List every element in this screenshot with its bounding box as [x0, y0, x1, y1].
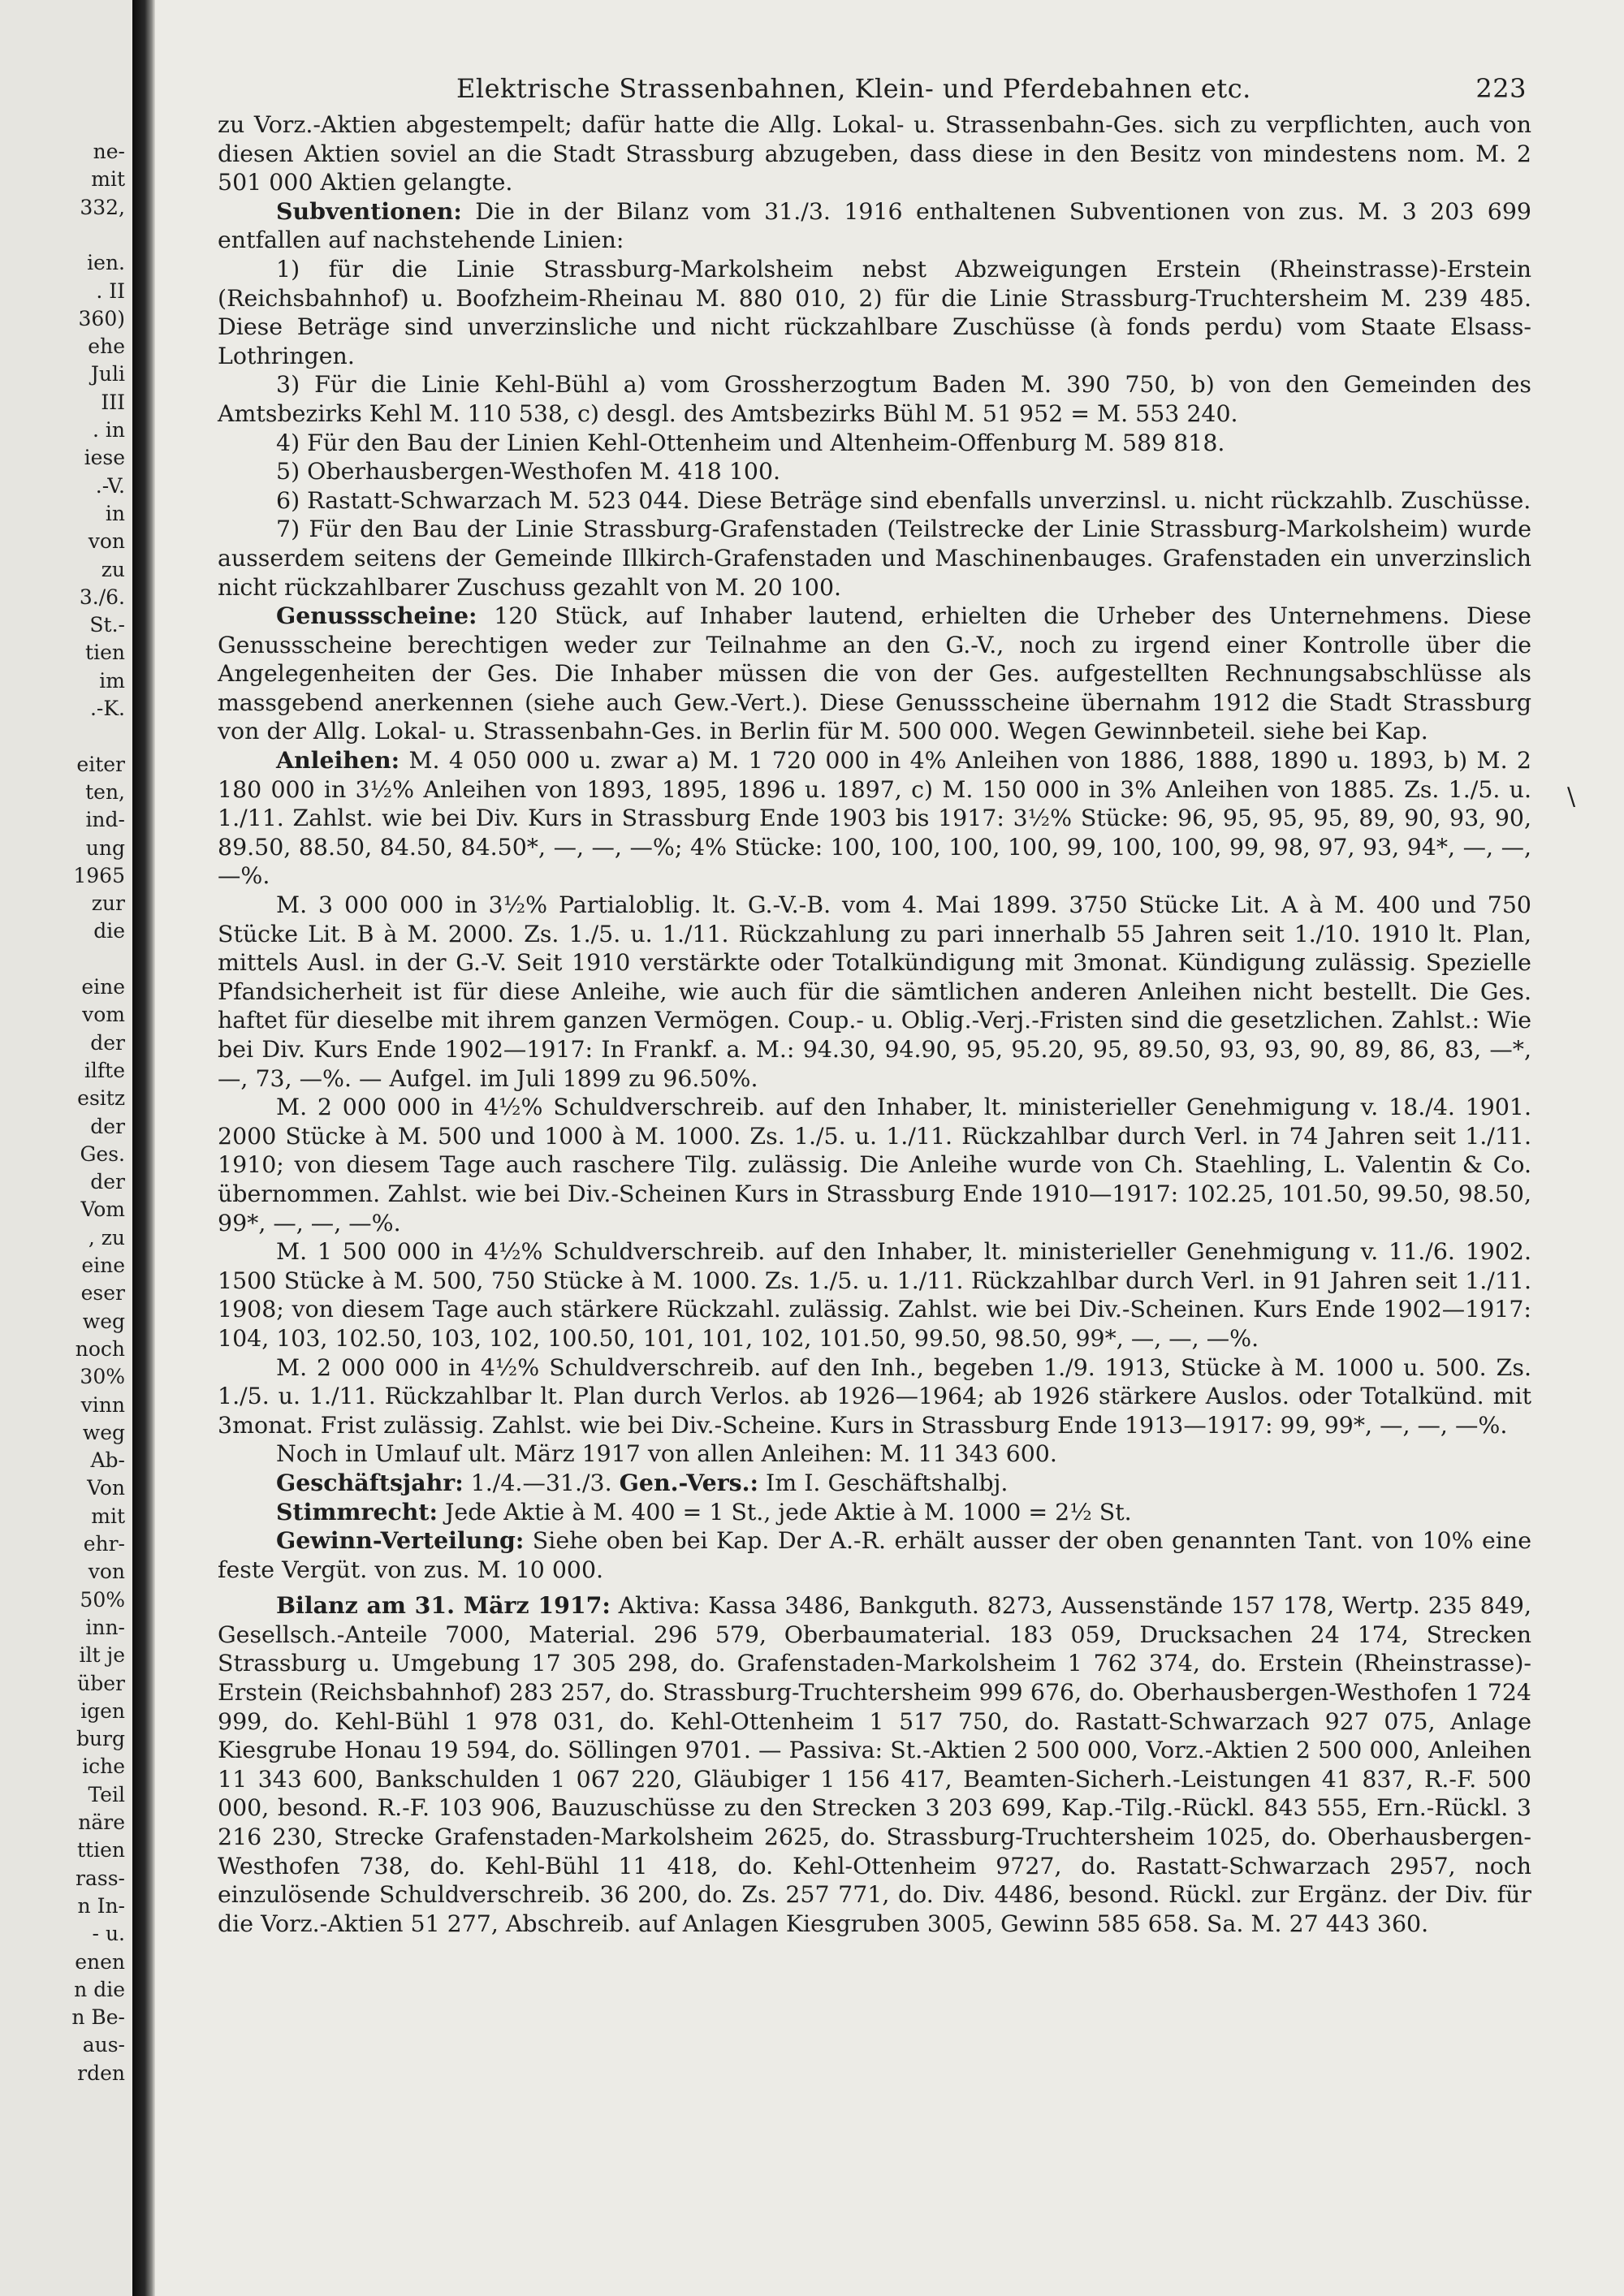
left-fragment-line: ttien: [77, 1838, 125, 1862]
left-fragment-line: über: [77, 1671, 125, 1695]
paragraph-subvention-7: 7) Für den Bau der Linie Strassburg-Grafenstaden (Teilstrecke der Linie Strassburg-Markolsheim) wurde ausserdem seitens der Gemeinde Illkirch-Grafenstaden und Maschinenbauges. Grafenstaden ein unverzinslich nicht rückzahlbarer Zuschuss gezahlt von M. 20 100.: [218, 516, 1531, 601]
left-fragment-line: Juli: [90, 362, 125, 386]
left-fragment-line: 332,: [80, 195, 125, 219]
stray-mark: \: [1567, 783, 1576, 811]
left-fragment-line: rden: [77, 2061, 125, 2085]
left-fragment-line: ien.: [87, 251, 125, 275]
left-fragment-line: Von: [87, 1476, 125, 1500]
running-title: Elektrische Strassenbahnen, Klein- und Pferdebahnen etc.: [456, 73, 1251, 104]
left-fragment-line: mit: [91, 167, 125, 192]
left-fragment-line: eser: [80, 1281, 125, 1306]
left-fragment-line: Vom: [80, 1198, 125, 1222]
paragraph-partialoblig: M. 3 000 000 in 3½% Partialoblig. lt. G.-V.-B. vom 4. Mai 1899. 3750 Stücke Lit. A à M. 400 und 750 Stücke Lit. B à M. 2000. Zs. 1./5. u. 1./11. Rückzahlung zu pari innerhalb 55 Jahren seit 1./10. 1910 lt. Plan, mittels Ausl. in der G.-V. Seit 1910 verstärkte oder Totalkündigung mit 3monat. Kündigung zulässig. Spezielle Pfandsicherheit ist für diese Anleihe, wie auch für die sämtlichen anderen Anleihen nicht bestellt. Die Ges. haftet für dieselbe mit ihrem ganzen Vermögen. Coup.- u. Oblig.-Verj.-Fristen sind die gesetzlichen. Zahlst.: Wie bei Div. Kurs Ende 1902—1917: In Frankf. a. M.: 94.30, 94.90, 95, 95.20, 95, 89.50, 93, 93, 90, 89, 86, 83, —*, —, 73, —%. — Aufgel. im Juli 1899 zu 96.50%.: [218, 891, 1531, 1092]
page-number: 223: [1475, 73, 1527, 104]
paragraph-genussscheine: Genussscheine: 120 Stück, auf Inhaber lautend, erhielten die Urheber des Unternehmens. Diese Genussscheine berechtigen weder zur Teilnahme an den G.-V., noch zu irgend einer Kontrolle über die Angelegenheiten der Ges. Die Inhaber müssen die von der Ges. aufgestellten Rechnungsabschlüsse als massgebend anerkennen (siehe auch Gew.-Vert.). Diese Genussscheine übernahm 1912 die Stadt Strassburg von der Allg. Lokal- u. Strassenbahn-Ges. in Berlin für M. 500 000. Wegen Gewinnbeteil. siehe bei Kap.: [218, 602, 1531, 745]
left-fragment-line: eiter: [76, 752, 125, 776]
left-fragment-line: vinn: [80, 1392, 125, 1417]
left-fragment-line: 1965: [73, 863, 125, 887]
left-fragment-line: Ab-: [90, 1448, 125, 1473]
left-fragment-line: der: [90, 1114, 125, 1138]
section-label-bilanz: Bilanz am 31. März 1917:: [276, 1591, 611, 1620]
left-fragment-line: iese: [84, 446, 125, 470]
left-fragment-line: eine: [81, 975, 125, 999]
paragraph-geschaeftsjahr: Geschäftsjahr: 1./4.—31./3. Gen.-Vers.: Im I. Geschäftshalbj.: [276, 1468, 1009, 1496]
paragraph-bilanz: Bilanz am 31. März 1917: Aktiva: Kassa 3486, Bankguth. 8273, Aussenstände 157 178, Wertp. 235 849, Gesellsch.-Anteile 7000, Material. 296 579, Oberbaumaterial. 183 059, Drucksachen 24 174, Strecken Strassburg u. Umgebung 17 305 298, do. Grafenstaden-Markolsheim 1 762 374, do. Erstein (Rheinstrasse)-Erstein (Reichsbahnhof) 283 257, do. Strassburg-Truchtersheim 999 676, do. Oberhausbergen-Westhofen 1 724 999, do. Kehl-Bühl 1 978 031, do. Kehl-Ottenheim 1 517 750, do. Rastatt-Schwarzach 927 075, Anlage Kiesgrube Honau 19 594, do. Söllingen 9701. — Passiva: St.-Aktien 2 500 000, Vorz.-Aktien 2 500 000, Anleihen 11 343 600, Bankschulden 1 067 220, Gläubiger 1 156 417, Beamten-Sicherh.-Leistungen 41 837, R.-F. 500 000, besond. R.-F. 103 906, Bauzuschüsse zu den Strecken 3 203 699, Kap.-Tilg.-Rückl. 843 555, Ern.-Rückl. 3 216 230, Strecke Grafenstaden-Markolsheim 2625, do. Strassburg-Truchtersheim 1025, do. Oberhausbergen-Westhofen 738, do. Kehl-Bühl 11 418, do. Kehl-Ottenheim 9727, do. Rastatt-Schwarzach 2957, noch einzulösende Schuldverschreib. 36 200, do. Zs. 257 771, do. Div. 4486, besond. Rückl. zur Ergänz. der Div. für die Vorz.-Aktien 51 277, Abschreib. auf Anlagen Kiesgruben 3005, Gewinn 585 658. Sa. M. 27 443 360.: [218, 1591, 1531, 1937]
section-label-geschaeftsjahr: Geschäftsjahr:: [276, 1468, 464, 1496]
left-fragment-line: von: [88, 1560, 125, 1584]
paragraph-subvention-5: 5) Oberhausbergen-Westhofen M. 418 100.: [276, 458, 781, 486]
left-fragment-line: esitz: [77, 1086, 125, 1111]
left-fragment-line: ten,: [85, 779, 125, 804]
paragraph-schuldverschreib-1913: M. 2 000 000 in 4½% Schuldverschreib. auf den Inh., begeben 1./9. 1913, Stücke à M. 1000 u. 500. Zs. 1./5. u. 1./11. Rückzahlbar lt. Plan durch Verlos. ab 1926—1964; ab 1926 stärkere Auslos. oder Totalkünd. mit 3monat. Frist zulässig. Zahlst. wie bei Div.-Scheine. Kurs in Strassburg Ende 1913—1917: 99, 99*, —, —, —%.: [218, 1353, 1531, 1439]
left-fragment-line: - u.: [92, 1922, 125, 1946]
paragraph-schuldverschreib-1901: M. 2 000 000 in 4½% Schuldverschreib. auf den Inhaber, lt. ministerieller Genehmigung v. 18./4. 1901. 2000 Stücke à M. 500 und 1000 à M. 1000. Zs. 1./5. u. 1./11. Rückzahlbar durch Verl. in 74 Jahren seit 1./11. 1910; von diesem Tage auch raschere Tilg. zulässig. Die Anleihe wurde von Ch. Staehling, L. Valentin & Co. übernommen. Zahlst. wie bei Div.-Scheinen Kurs in Strassburg Ende 1910—1917: 102.25, 101.50, 99.50, 98.50, 99*, —, —, —%.: [218, 1094, 1531, 1236]
left-fragment-line: ung: [85, 835, 125, 860]
left-fragment-line: III: [101, 390, 125, 414]
left-fragment-line: enen: [75, 1949, 125, 1974]
adjacent-page-fragment: [0, 0, 132, 2296]
left-fragment-line: n Be-: [71, 2005, 125, 2030]
left-fragment-line: weg: [82, 1309, 125, 1333]
section-label-subventionen: Subventionen:: [276, 196, 462, 225]
paragraph-gewinn-verteilung: Gewinn-Verteilung: Siehe oben bei Kap. Der A.-R. erhält ausser der oben genannten Tant. von 10% eine feste Vergüt. von zus. M. 10 000.: [218, 1526, 1531, 1583]
paragraph-stimmrecht: Stimmrecht: Jede Aktie à M. 400 = 1 St., jede Aktie à M. 1000 = 2½ St.: [276, 1497, 1132, 1526]
left-fragment-line: igen: [80, 1698, 125, 1723]
left-fragment-line: im: [99, 668, 125, 693]
left-fragment-line: der: [90, 1030, 125, 1055]
paragraph-subventionen: Subventionen: Die in der Bilanz vom 31./3. 1916 enthaltenen Subventionen von zus. M. 3 203 699 entfallen auf nachstehende Linien:: [218, 196, 1531, 254]
left-fragment-line: tien: [85, 641, 125, 665]
left-fragment-line: aus-: [82, 2033, 125, 2057]
left-fragment-line: ilfte: [84, 1058, 125, 1082]
left-fragment-line: inn-: [85, 1615, 125, 1639]
left-fragment-line: ne-: [93, 140, 125, 163]
paragraph-schuldverschreib-1902: M. 1 500 000 in 4½% Schuldverschreib. auf den Inhaber, lt. ministerieller Genehmigung v. 11./6. 1902. 1500 Stücke à M. 500, 750 Stücke à M. 1000. Zs. 1./5. u. 1./11. Rückzahlbar durch Verl. in 91 Jahren seit 1./11. 1908; von diesem Tage auch stärkere Rückzahl. zulässig. Zahlst. wie bei Div.-Scheinen. Kurs Ende 1902—1917: 104, 103, 102.50, 103, 102, 100.50, 101, 101, 102, 101.50, 99.50, 98.50, 99*, —, —, —%.: [218, 1238, 1531, 1352]
left-fragment-line: zu: [101, 557, 125, 581]
section-label-genussscheine: Genussscheine:: [276, 602, 477, 630]
left-fragment-line: ind-: [85, 808, 125, 832]
section-label-gewinn-verteilung: Gewinn-Verteilung:: [276, 1526, 525, 1555]
left-fragment-line: 360): [78, 306, 125, 330]
left-fragment-line: n die: [74, 1977, 125, 2001]
book-gutter: [132, 0, 155, 2296]
left-fragment-line: vom: [82, 1003, 125, 1027]
paragraph-anleihen: Anleihen: M. 4 050 000 u. zwar a) M. 1 720 000 in 4% Anleihen von 1886, 1888, 1890 u. 1893, b) M. 2 180 000 in 3½% Anleihen von 1893, 1895, 1896 u. 1897, c) M. 150 000 in 3% Anleihen von 1885. Zs. 1./5. u. 1./11. Zahlst. wie bei Div. Kurs in Strassburg Ende 1903 bis 1917: 3½% Stücke: 96, 95, 95, 95, 89, 90, 93, 90, 89.50, 88.50, 84.50, 84.50*, —, —, —%; 4% Stücke: 100, 100, 100, 100, 99, 100, 100, 99, 98, 97, 93, 94*, —, —, —%.: [218, 746, 1531, 890]
left-fragment-line: zur: [91, 891, 125, 916]
paragraph-aktien-abgestempelt: zu Vorz.-Aktien abgestempelt; dafür hatte die Allg. Lokal- u. Strassenbahn-Ges. sich zu verpflichten, auch von diesen Aktien soviel an die Stadt Strassburg abzugeben, dass diese in den Besitz von mindestens nom. M. 2 501 000 Aktien gelangte.: [218, 111, 1531, 196]
left-fragment-line: von: [88, 529, 125, 554]
left-fragment-line: 30%: [80, 1365, 125, 1389]
section-label-anleihen: Anleihen:: [276, 746, 400, 775]
left-fragment-line: näre: [78, 1810, 125, 1834]
left-fragment-line: ehr-: [83, 1532, 125, 1556]
paragraph-subvention-3: 3) Für die Linie Kehl-Bühl a) vom Grossherzogtum Baden M. 390 750, b) von den Gemeinden des Amtsbezirks Kehl M. 110 538, c) desgl. des Amtsbezirks Bühl M. 51 952 = M. 553 240.: [218, 371, 1531, 427]
left-fragment-line: in: [105, 501, 125, 525]
left-fragment-line: eine: [81, 1254, 125, 1277]
left-fragment-line: noch: [75, 1336, 125, 1361]
left-fragment-line: der: [90, 1170, 125, 1194]
paragraph-subvention-4: 4) Für den Bau der Linien Kehl-Ottenheim und Altenheim-Offenburg M. 589 818.: [276, 429, 1225, 456]
left-fragment-line: 50%: [80, 1587, 125, 1612]
left-fragment-line: ilt je: [79, 1643, 125, 1668]
page: [218, 65, 1531, 1938]
paragraph-subvention-1-2: 1) für die Linie Strassburg-Markolsheim nebst Abzweigungen Erstein (Rheinstrasse)-Erstein (Reichsbahnhof) u. Boofzheim-Rheinau M. 880 010, 2) für die Linie Strassburg-Truchtersheim M. 239 485. Diese Beträge sind unverzinsliche und nicht rückzahlbare Zuschüsse (à fonds perdu) vom Staate Elsass-Lothringen.: [218, 255, 1531, 369]
left-fragment-line: weg: [82, 1420, 125, 1444]
left-fragment-line: Ges.: [80, 1142, 125, 1166]
left-fragment-line: . II: [96, 278, 125, 303]
left-fragment-line: 3./6.: [79, 585, 125, 609]
left-fragment-line: St.-: [89, 613, 125, 637]
left-fragment-line: burg: [76, 1727, 125, 1751]
left-fragment-line: iche: [82, 1754, 125, 1779]
left-fragment-line: . in: [93, 418, 125, 442]
section-label-gen-vers: Gen.-Vers.:: [619, 1468, 759, 1496]
page-body: [218, 110, 1531, 1938]
left-fragment-line: die: [93, 919, 125, 943]
section-label-stimmrecht: Stimmrecht:: [276, 1497, 438, 1526]
left-fragment-line: .-K.: [89, 697, 125, 720]
left-fragment-line: .-V.: [95, 473, 125, 498]
left-fragment-line: , zu: [88, 1225, 125, 1249]
paragraph-subvention-6: 6) Rastatt-Schwarzach M. 523 044. Diese Beträge sind ebenfalls unverzinsl. u. nicht rückzahlb. Zuschüsse.: [276, 486, 1531, 514]
left-fragment-line: n In-: [77, 1893, 125, 1918]
left-fragment-line: mit: [91, 1504, 125, 1528]
left-fragment-line: ehe: [88, 334, 125, 359]
left-fragment-line: Teil: [88, 1782, 125, 1806]
running-header: [218, 65, 1531, 110]
left-fragment-line: rass-: [76, 1866, 125, 1890]
paragraph-umlauf: Noch in Umlauf ult. März 1917 von allen Anleihen: M. 11 343 600.: [276, 1440, 1057, 1468]
